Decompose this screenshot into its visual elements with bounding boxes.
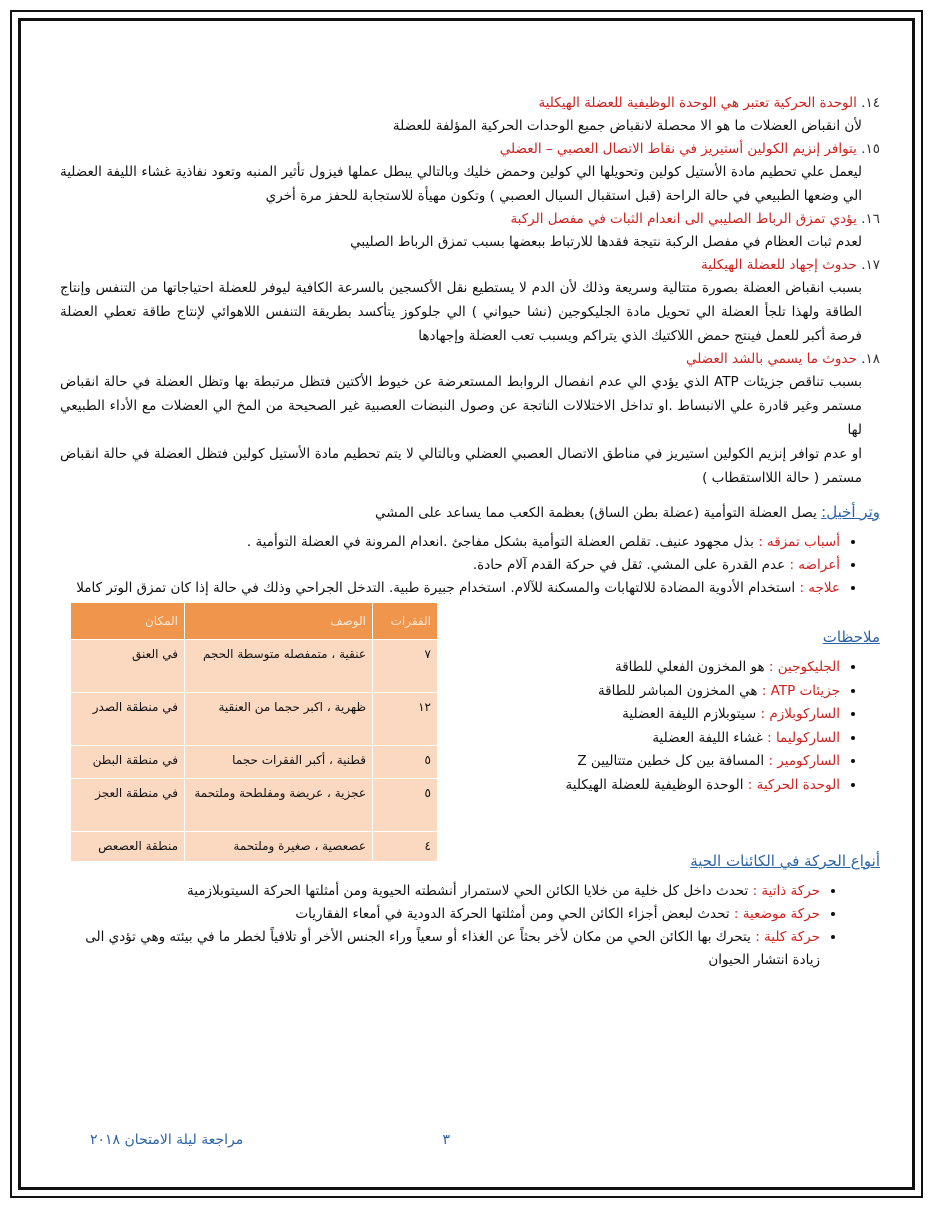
item-heading-text: حدوث ما يسمي بالشد العضلي <box>685 351 857 367</box>
list-item <box>60 531 840 554</box>
movement-label: حركة ذاتية : <box>752 883 820 899</box>
item-heading <box>60 92 880 114</box>
movement-label: حركة موضعية : <box>733 906 820 922</box>
item-heading-text: حدوث إجهاد للعضلة الهيكلية <box>701 257 857 273</box>
note-text: هي المخزون المباشر للطاقة <box>597 682 758 699</box>
bullet-label: أعراضه : <box>789 557 840 573</box>
list-item <box>60 880 820 903</box>
item-body: بسبب انقباض العضلة بصورة متتالية وسريعة وذلك لأن الدم لا يستطيع نقل الأكسجين بالسرعة الكافية ليوفر للعضلة احتياجاتها من التنفس وإنتاج الطاقة ولهذا تلجأ العضلة الي تحويل مادة الجليكوجين (نشا حيواني ) الي جلوكوز يتأكسد بطريقة التنفس اللاهوائي لإنتاج طاقة تعطي العضلة فرصة أكبر للعمل فينتج حمض اللاكتيك الذي يتراكم ويسبب تعب العضلة وإجهادها <box>60 280 862 344</box>
item-number: ١٥. <box>861 141 880 157</box>
list-item <box>60 554 840 577</box>
note-label: الجليكوجين : <box>768 659 840 675</box>
list-item <box>440 656 840 680</box>
achilles-title: وتر أخيل: <box>821 503 880 521</box>
item-body: لعدم ثبات العظام في مفصل الركبة نتيجة فقدها للارتباط ببعضها بسبب تمزق الرباط الصليبي <box>350 234 862 250</box>
bullet-label: أسباب تمزقه : <box>758 534 840 550</box>
table-cell: منطقة العصعص <box>71 832 185 862</box>
table-cell: ٥ <box>373 746 438 779</box>
table-cell: في منطقة الصدر <box>71 693 185 746</box>
bullet-text: استخدام الأدوية المضادة للالتهابات والمسكنة للآلام. استخدام جبيرة طبية. التدخل الجراحي وذلك في حالة إذا كان تمزق الوتر كاملا <box>76 580 796 596</box>
item-number: ١٨. <box>861 351 880 367</box>
item-body: ليعمل علي تحطيم مادة الأستيل كولين وتحويلها الي كولين وحمض خليك وبالتالي يبطل عملها فيزول تأثير المنبه وتعود نفاذية غشاء الليفة العضلية الي وضعها الطبيعي في حالة الراحة (قبل استقبال السيال العصبي ) وتكون مهيأة للاستجابة للحفز مرة أخري <box>60 164 862 204</box>
note-label: الوحدة الحركية : <box>747 776 840 793</box>
note-text: الوحدة الوظيفية للعضلة الهيكلية <box>565 776 744 793</box>
note-text: سيتوبلازم الليفة العضلية <box>622 706 757 722</box>
item-17 <box>60 254 880 348</box>
table-cell: في منطقة العجز <box>71 779 185 832</box>
vertebrae-table <box>70 602 438 862</box>
achilles-section <box>60 500 880 525</box>
note-label: الساركوليما : <box>767 729 840 746</box>
movement-text: تحدث لبعض أجزاء الكائن الحي ومن أمثلتها الحركة الدودية في أمعاء الفقاريات <box>295 906 730 922</box>
notes-section <box>440 628 880 797</box>
table-cell: في منطقة البطن <box>71 746 185 779</box>
item-15 <box>60 138 880 208</box>
note-text: المسافة بين كل خطين متتاليين Z <box>577 753 765 769</box>
table-cell: ظهرية ، اكبر حجما من العنقية <box>185 693 373 746</box>
note-label: الساركومير : <box>768 753 840 769</box>
footer-title: مراجعة ليلة الامتحان ٢٠١٨ <box>90 1132 244 1148</box>
list-item <box>440 680 840 704</box>
list-item <box>60 926 820 972</box>
movement-text: يتحرك بها الكائن الحي من مكان لأخر بحثاً عن الغذاء أو سعياً وراء الجنس الأخر أو تلافياً لخطر ما في بيئته وهي تؤدي الى زيادة انتشار الحيوان <box>85 929 820 968</box>
table-row <box>71 640 438 693</box>
item-14 <box>60 92 880 138</box>
table-cell: ٤ <box>373 832 438 862</box>
table-cell: ٥ <box>373 779 438 832</box>
item-heading <box>60 208 880 230</box>
item-number: ١٤. <box>861 95 880 111</box>
table-row <box>71 693 438 746</box>
note-text: غشاء الليفة العضلية <box>652 729 763 746</box>
note-label: الساركوبلازم : <box>760 706 840 722</box>
table-cell: ١٢ <box>373 693 438 746</box>
table-cell: ٧ <box>373 640 438 693</box>
item-body: بسبب تناقص جزيئات ATP الذي يؤدي الي عدم انفصال الروابط المستعرضة عن خيوط الأكتين فتظل مرتبطة بها وتظل العضلة في حالة انقباض مستمر وغير قادرة علي الانبساط .او تداخل الاختلالات الناتجة عن وصول النبضات العصبية غير الصحيحة من المخ الي العضلات مع الأداء الطبيعي لها <box>60 374 862 438</box>
item-body: لأن انقباض العضلات ما هو الا محصلة لانقباض جميع الوحدات الحركية المؤلفة للعضلة <box>392 118 862 134</box>
page-number: ٣ <box>442 1132 450 1148</box>
table-header: الوصف <box>185 603 373 640</box>
note-label: جزيئات ATP : <box>761 682 840 699</box>
item-heading <box>60 138 880 160</box>
item-body: او عدم توافر إنزيم الكولين استيريز في مناطق الاتصال العصبي العضلي وبالتالي لا يتم تحطيم مادة الأستيل كولين فتظل العضلة في حالة انقباض مستمر ( حالة اللااستقطاب ) <box>60 446 862 486</box>
table-row <box>71 779 438 832</box>
achilles-text: يصل العضلة التوأمية (عضلة بطن الساق) بعظمة الكعب مما يساعد على المشي <box>374 505 817 521</box>
bullet-label: علاجه : <box>799 580 840 596</box>
achilles-list <box>60 531 880 600</box>
table-cell: عجزية ، عريضة ومفلطحة وملتحمة <box>185 779 373 832</box>
table-cell: في العنق <box>71 640 185 693</box>
list-item <box>440 703 840 727</box>
table-row <box>71 832 438 862</box>
notes-title: ملاحظات <box>822 628 880 646</box>
movement-label: حركة كلية : <box>755 929 820 945</box>
notes-list <box>440 656 880 797</box>
list-item <box>440 774 840 798</box>
movement-title: أنواع الحركة في الكائنات الحية <box>690 852 880 870</box>
list-item <box>60 577 840 600</box>
item-heading-text: يؤدي تمزق الرباط الصليبي الى انعدام الثبات في مفصل الركبة <box>510 211 857 227</box>
bullet-text: عدم القدرة على المشي. ثقل في حركة القدم آلام حادة. <box>472 557 786 573</box>
list-item <box>440 727 840 751</box>
table-header-row <box>71 603 438 640</box>
table-cell: عصعصية ، صغيرة وملتحمة <box>185 832 373 862</box>
item-heading-text: يتوافر إنزيم الكولين أستيريز في نقاط الاتصال العصبي – العضلي <box>499 141 857 157</box>
page-content <box>60 92 880 972</box>
item-18 <box>60 348 880 490</box>
table-header: المكان <box>71 603 185 640</box>
item-number: ١٦. <box>861 211 880 227</box>
notes-and-table <box>60 602 880 853</box>
item-16 <box>60 208 880 254</box>
note-text: هو المخزون الفعلي للطاقة <box>614 659 765 675</box>
list-item <box>60 903 820 926</box>
table-row <box>71 746 438 779</box>
table-cell: قطنية ، أكبر الفقرات حجما <box>185 746 373 779</box>
table-cell: عنقية ، متمفصله متوسطة الحجم <box>185 640 373 693</box>
movement-list <box>60 880 880 972</box>
table-header: الفقرات <box>373 603 438 640</box>
movement-text: تحدث داخل كل خلية من خلايا الكائن الحي لاستمرار أنشطته الحيوية ومن أمثلتها الحركة السيتوبلازمية <box>187 883 749 899</box>
item-heading-text: الوحدة الحركية تعتبر هي الوحدة الوظيفية للعضلة الهيكلية <box>538 95 857 111</box>
bullet-text: بذل مجهود عنيف. تقلص العضلة التوأمية بشكل مفاجئ .انعدام المرونة في العضلة التوأمية . <box>246 534 754 550</box>
list-item <box>440 750 840 774</box>
item-heading <box>60 348 880 370</box>
item-number: ١٧. <box>861 257 880 273</box>
item-heading <box>60 254 880 276</box>
